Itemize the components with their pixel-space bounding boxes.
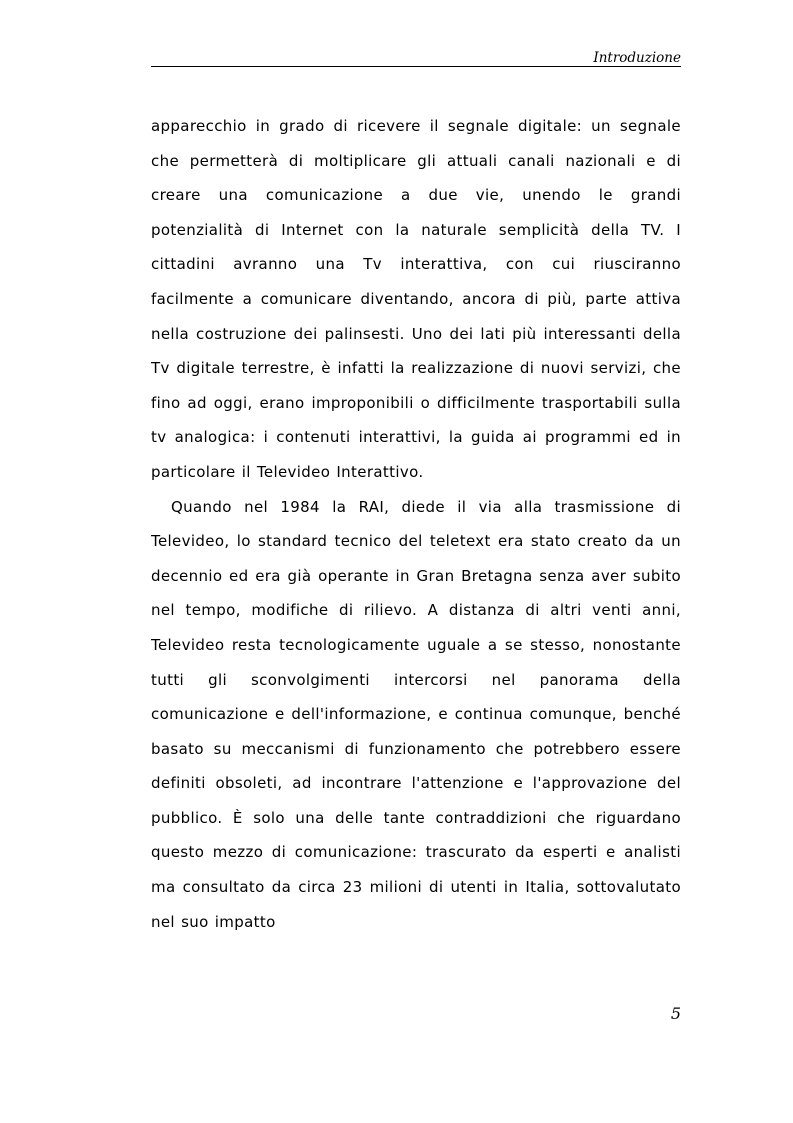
paragraph-1: apparecchio in grado di ricevere il segnale digitale: un segnale che permetterà di moltiplicare gli attuali canali nazionali e di creare una comunicazione a due vie, unendo le grandi potenzialità di Internet con la naturale semplicità della TV. I cittadini avranno una Tv interattiva, con cui riusciranno facilmente a comunicare diventando, ancora di più, parte attiva nella costruzione dei palinsesti. Uno dei lati più interessanti della Tv digitale terrestre, è infatti la realizzazione di nuovi servizi, che fino ad oggi, erano improponibili o difficilmente trasportabili sulla tv analogica: i contenuti interattivi, la guida ai programmi ed in particolare il Televideo Interattivo. — [151, 117, 681, 481]
header-rule — [151, 66, 681, 67]
body-text — [151, 109, 681, 939]
running-header-title: Introduzione — [593, 50, 681, 66]
paragraph-2: Quando nel 1984 la RAI, diede il via alla trasmissione di Televideo, lo standard tecnico del teletext era stato creato da un decennio ed era già operante in Gran Bretagna senza aver subito nel tempo, modifiche di rilievo. A distanza di altri venti anni, Televideo resta tecnologicamente uguale a se stesso, nonostante tutti gli sconvolgimenti intercorsi nel panorama della comunicazione e dell'informazione, e continua comunque, benché basato su meccanismi di funzionamento che potrebbero essere definiti obsoleti, ad incontrare l'attenzione e l'approvazione del pubblico. È solo una delle tante contraddizioni che riguardano questo mezzo di comunicazione: trascurato da esperti e analisti ma consultato da circa 23 milioni di utenti in Italia, sottovalutato nel suo impatto — [151, 497, 681, 931]
page-number: 5 — [670, 1004, 681, 1023]
